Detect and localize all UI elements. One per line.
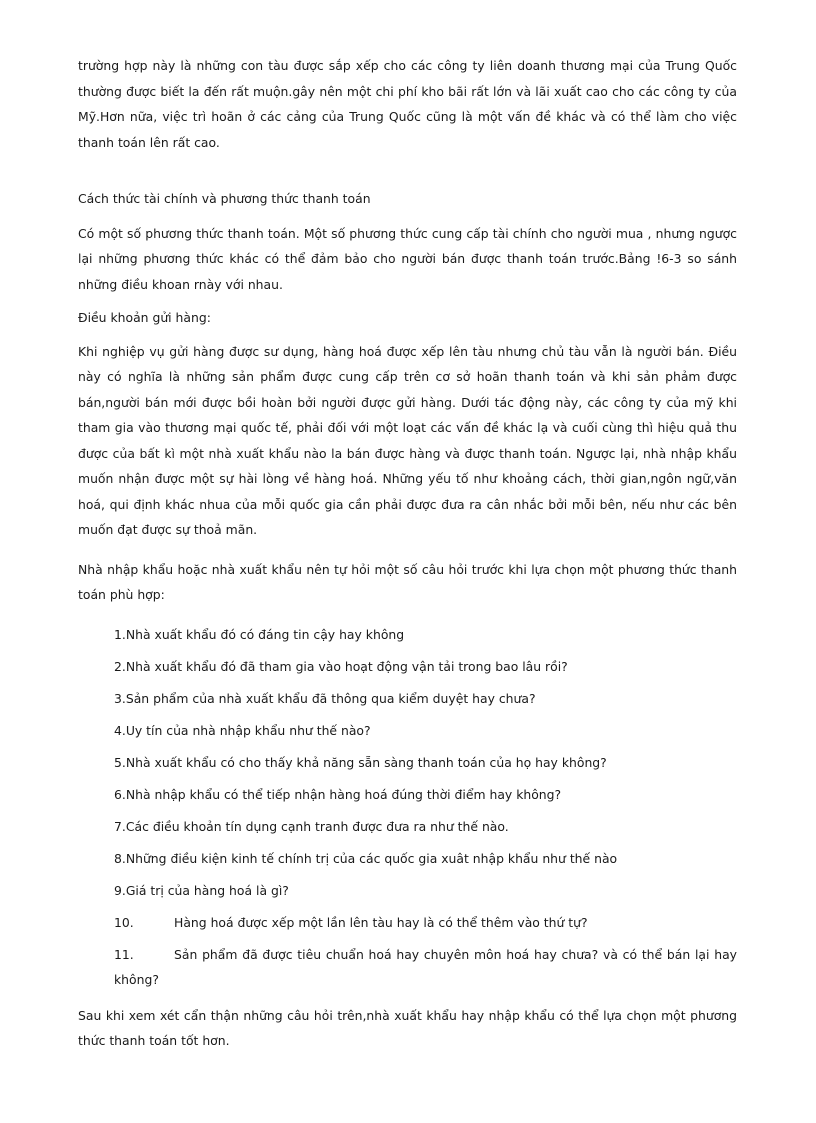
list-item-text: Hàng hoá được xếp một lần lên tàu hay là có thể thêm vào thứ tự?	[174, 914, 588, 930]
list-item-text: Nhà xuất khẩu đó đã tham gia vào hoạt động vận tải trong bao lâu rồi?	[125, 658, 568, 674]
list-item-text: Những điều kiện kinh tế chính trị của các quốc gia xuât nhập khẩu như thế nào	[125, 850, 618, 866]
list-item-number: 4.	[114, 722, 126, 738]
list-item	[114, 782, 737, 808]
list-item-number: 8.	[114, 850, 126, 866]
paragraph-shipping-delays: trường hợp này là những con tàu được sắp xếp cho các công ty liên doanh thương mại của Trung Quốc thường được biết la đến rất muộn.gây nên một chi phí kho bãi rất lớn và lãi xuất cao cho các công ty của Mỹ.Hơn nữa, việc trì hoãn ở các cảng của Trung Quốc cũng là một vấn đề khác và có thể làm cho việc thanh toán lên rất cao.	[78, 58, 737, 150]
list-item	[114, 686, 737, 712]
list-item	[114, 622, 737, 648]
list-item-number: 3.	[114, 690, 126, 706]
list-item-text: Nhà nhập khẩu có thể tiếp nhận hàng hoá đúng thời điểm hay không?	[125, 786, 562, 802]
list-item-text: Uy tín của nhà nhập khẩu như thế nào?	[125, 722, 371, 738]
paragraph-closing: Sau khi xem xét cẩn thận những câu hỏi trên,nhà xuất khẩu hay nhập khẩu có thể lựa chọn một phương thức thanh toán tốt hơn.	[78, 1007, 737, 1048]
document-page	[78, 53, 737, 1054]
list-item	[114, 942, 737, 993]
list-item-text: Nhà xuất khẩu đó có đáng tin cậy hay không	[125, 626, 405, 642]
list-item-text: Nhà xuất khẩu có cho thấy khả năng sẵn sàng thanh toán của họ hay không?	[125, 754, 607, 770]
list-item	[114, 750, 737, 776]
list-item	[114, 718, 737, 744]
paragraph-consignment: Khi nghiệp vụ gửi hàng được sư dụng, hàng hoá được xếp lên tàu nhưng chủ tàu vẫn là người bán. Điều này có nghĩa là những sản phẩm được cung cấp trên cơ sở hoãn thanh toán và khi sản phảm được bán,người bán mới được bồi hoàn bởi người được gửi hàng. Dưới tác động này, các công ty của mỹ khi tham gia vào thương mại quốc tế, phải đối với một loạt các vấn đề khác lạ và cuối cùng thì hiệu quả thu được của bất kì một nhà xuất khẩu nào la bán được hàng và được thanh toán. Ngược lại, nhà nhập khẩu muốn nhận được một sự hài lòng về hàng hoá. Những yếu tố như khoảng cách, thời gian,ngôn ngữ,văn hoá, qui định khác nhua của mỗi quốc gia cần phải được đưa ra cân nhắc bởi mỗi bên, nếu như các bên muốn đạt được sự thoả mãn.	[78, 343, 737, 537]
paragraph-questions-intro: Nhà nhập khẩu hoặc nhà xuất khẩu nên tự hỏi một số câu hỏi trước khi lựa chọn một phương thức thanh toán phù hợp:	[78, 561, 737, 602]
list-item-number: 7.	[114, 818, 126, 834]
list-item-text: Giá trị của hàng hoá là gì?	[125, 882, 289, 898]
list-item	[114, 654, 737, 680]
list-item	[114, 846, 737, 872]
list-item	[114, 878, 737, 904]
list-item	[114, 814, 737, 840]
list-item-number: 9.	[114, 882, 126, 898]
list-item-number: 10.	[114, 914, 134, 930]
list-item-text: Sản phẩm đã được tiêu chuẩn hoá hay chuyên môn hoá hay chưa? và có thể bán lại hay không?	[114, 946, 737, 987]
list-item	[114, 910, 737, 936]
list-item-number: 2.	[114, 658, 126, 674]
list-item-text: Các điều khoản tín dụng cạnh tranh được đưa ra như thế nào.	[125, 818, 509, 834]
list-item-number: 1.	[114, 626, 126, 642]
section-heading-finance-payment: Cách thức tài chính và phương thức thanh toán	[78, 191, 371, 206]
paragraph-payment-methods-intro: Có một số phương thức thanh toán. Một số phương thức cung cấp tài chính cho người mua , nhưng ngược lại những phương thức khác có thể đảm bảo cho người bán được thanh toán trước.Bảng !6-3 so sánh những điều khoan rnày với nhau.	[78, 225, 737, 292]
consignment-heading: Điều khoản gửi hàng:	[78, 310, 211, 325]
list-item-text: Sản phẩm của nhà xuất khẩu đã thông qua kiểm duyệt hay chưa?	[125, 690, 536, 706]
list-item-number: 6.	[114, 786, 126, 802]
list-item-number: 5.	[114, 754, 126, 770]
list-item-number: 11.	[114, 946, 134, 962]
questions-list	[78, 622, 737, 993]
